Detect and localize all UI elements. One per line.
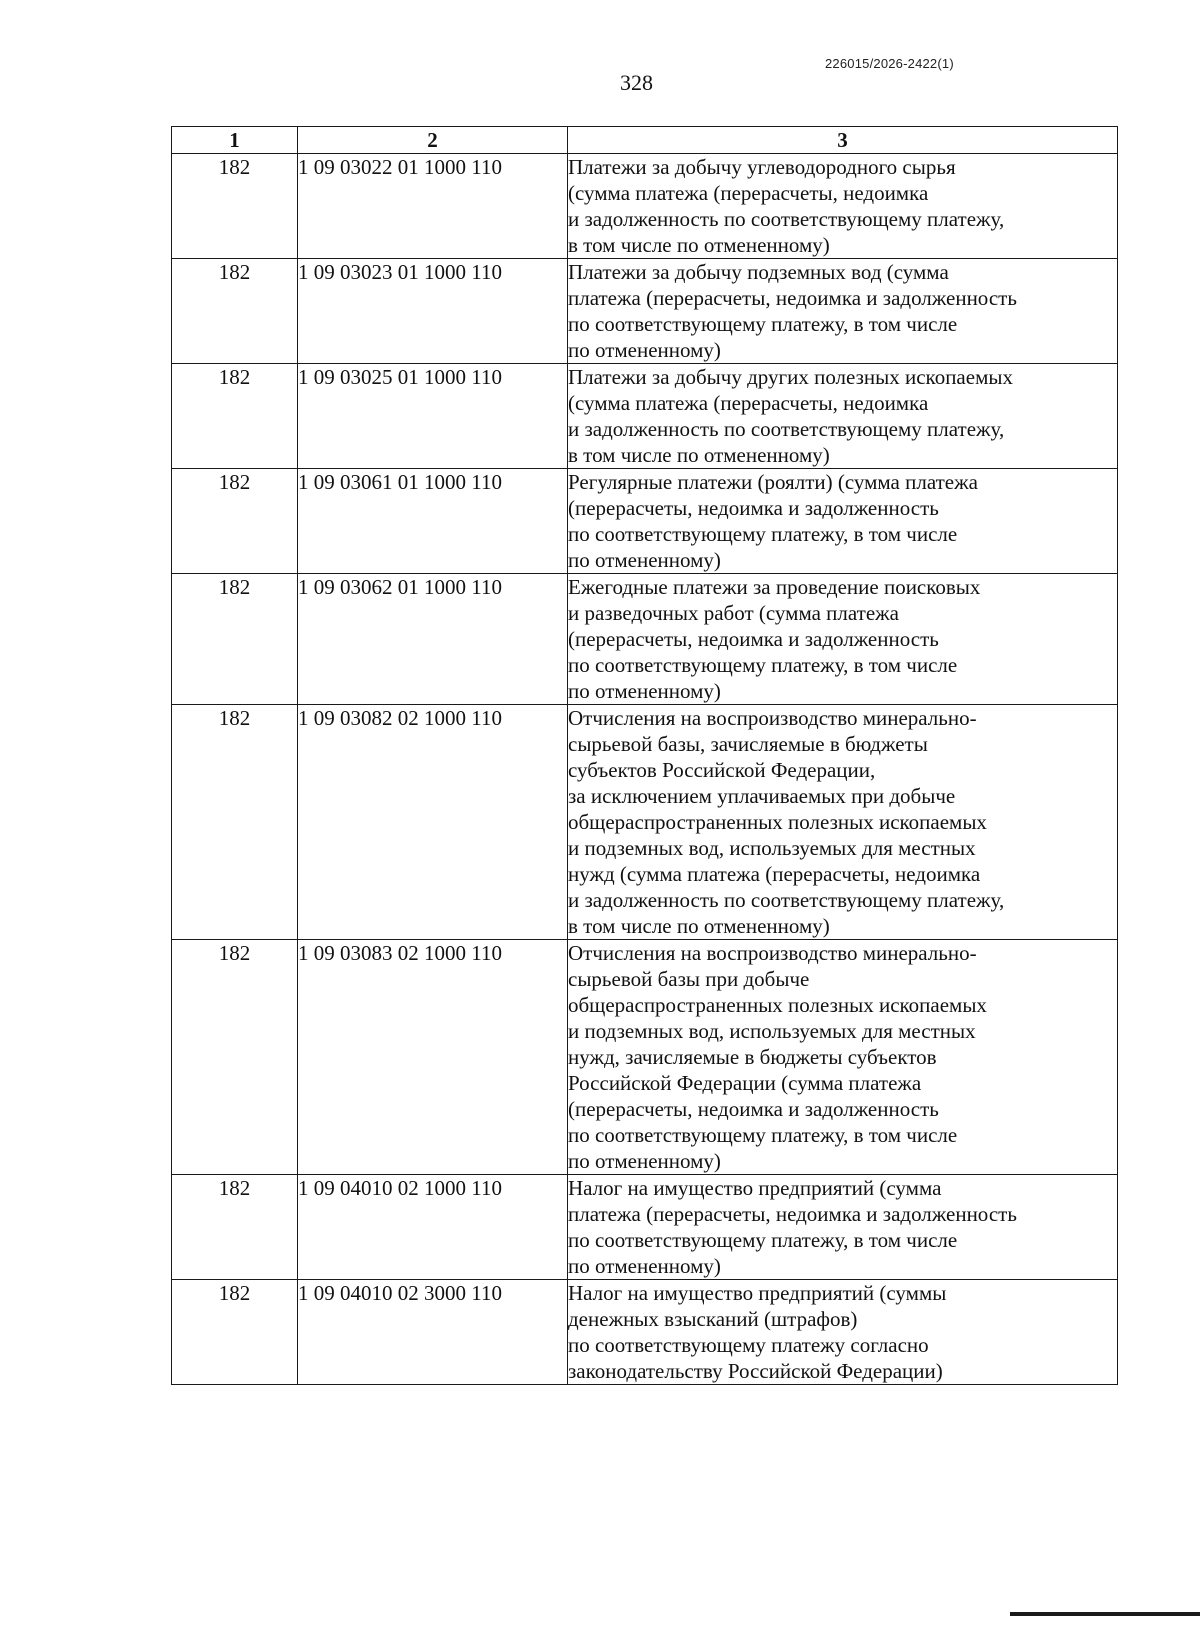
description-line: в том числе по отмененному) bbox=[568, 233, 830, 257]
description-line: (перерасчеты, недоимка и задолженность bbox=[568, 627, 939, 651]
table-row bbox=[172, 705, 1118, 940]
column-header-3: 3 bbox=[568, 127, 1118, 154]
budget-classification-table bbox=[171, 126, 1118, 1385]
description-line: платежа (перерасчеты, недоимка и задолженность bbox=[568, 286, 1017, 310]
description-line: Налог на имущество предприятий (суммы bbox=[568, 1281, 947, 1305]
description-line: Регулярные платежи (роялти) (сумма платежа bbox=[568, 470, 978, 494]
table-row bbox=[172, 259, 1118, 364]
description-cell bbox=[568, 1280, 1118, 1385]
kbk-code-cell: 1 09 03022 01 1000 110 bbox=[298, 154, 568, 259]
description-cell bbox=[568, 574, 1118, 705]
admin-code-cell: 182 bbox=[172, 940, 298, 1175]
description-cell bbox=[568, 1175, 1118, 1280]
kbk-code-cell: 1 09 03025 01 1000 110 bbox=[298, 364, 568, 469]
description-cell bbox=[568, 940, 1118, 1175]
description-line: (сумма платежа (перерасчеты, недоимка bbox=[568, 391, 929, 415]
description-line: платежа (перерасчеты, недоимка и задолженность bbox=[568, 1202, 1017, 1226]
description-line: (сумма платежа (перерасчеты, недоимка bbox=[568, 181, 929, 205]
description-line: в том числе по отмененному) bbox=[568, 914, 830, 938]
kbk-code-cell: 1 09 03061 01 1000 110 bbox=[298, 469, 568, 574]
description-line: и задолженность по соответствующему платежу, bbox=[568, 417, 1005, 441]
description-line: и подземных вод, используемых для местных bbox=[568, 836, 976, 860]
description-line: по отмененному) bbox=[568, 679, 721, 703]
admin-code-cell: 182 bbox=[172, 469, 298, 574]
table-row bbox=[172, 1280, 1118, 1385]
description-cell bbox=[568, 259, 1118, 364]
table-row bbox=[172, 364, 1118, 469]
column-header-2: 2 bbox=[298, 127, 568, 154]
description-line: и разведочных работ (сумма платежа bbox=[568, 601, 899, 625]
description-line: (перерасчеты, недоимка и задолженность bbox=[568, 496, 939, 520]
table-row bbox=[172, 154, 1118, 259]
table-row bbox=[172, 940, 1118, 1175]
description-line: Платежи за добычу других полезных ископаемых bbox=[568, 365, 1013, 389]
admin-code-cell: 182 bbox=[172, 705, 298, 940]
description-line: Налог на имущество предприятий (сумма bbox=[568, 1176, 942, 1200]
description-line: нужд, зачисляемые в бюджеты субъектов bbox=[568, 1045, 937, 1069]
page-number: 328 bbox=[620, 70, 653, 95]
admin-code-cell: 182 bbox=[172, 1280, 298, 1385]
admin-code-cell: 182 bbox=[172, 574, 298, 705]
kbk-code-cell: 1 09 03023 01 1000 110 bbox=[298, 259, 568, 364]
description-line: по отмененному) bbox=[568, 1254, 721, 1278]
admin-code-cell: 182 bbox=[172, 1175, 298, 1280]
description-line: и задолженность по соответствующему платежу, bbox=[568, 207, 1005, 231]
description-cell bbox=[568, 705, 1118, 940]
table-row bbox=[172, 574, 1118, 705]
description-line: Платежи за добычу подземных вод (сумма bbox=[568, 260, 949, 284]
admin-code-cell: 182 bbox=[172, 364, 298, 469]
description-line: (перерасчеты, недоимка и задолженность bbox=[568, 1097, 939, 1121]
column-header-1: 1 bbox=[172, 127, 298, 154]
kbk-code-cell: 1 09 03083 02 1000 110 bbox=[298, 940, 568, 1175]
description-line: за исключением уплачиваемых при добыче bbox=[568, 784, 956, 808]
description-line: Отчисления на воспроизводство минерально- bbox=[568, 706, 977, 730]
description-line: по отмененному) bbox=[568, 548, 721, 572]
description-line: денежных взысканий (штрафов) bbox=[568, 1307, 858, 1331]
kbk-code-cell: 1 09 03082 02 1000 110 bbox=[298, 705, 568, 940]
table-header-row bbox=[172, 127, 1118, 154]
description-cell bbox=[568, 154, 1118, 259]
admin-code-cell: 182 bbox=[172, 259, 298, 364]
description-line: Платежи за добычу углеводородного сырья bbox=[568, 155, 956, 179]
description-line: по соответствующему платежу, в том числе bbox=[568, 1228, 958, 1252]
table-row bbox=[172, 1175, 1118, 1280]
description-line: и задолженность по соответствующему платежу, bbox=[568, 888, 1005, 912]
description-line: и подземных вод, используемых для местных bbox=[568, 1019, 976, 1043]
description-line: нужд (сумма платежа (перерасчеты, недоимка bbox=[568, 862, 981, 886]
table-body bbox=[172, 154, 1118, 1385]
description-line: законодательству Российской Федерации) bbox=[568, 1359, 943, 1383]
description-line: Российской Федерации (сумма платежа bbox=[568, 1071, 922, 1095]
description-line: общераспространенных полезных ископаемых bbox=[568, 810, 987, 834]
description-cell bbox=[568, 469, 1118, 574]
description-line: по соответствующему платежу согласно bbox=[568, 1333, 929, 1357]
page-bottom-rule bbox=[1010, 1612, 1200, 1616]
description-line: сырьевой базы при добыче bbox=[568, 967, 810, 991]
description-line: сырьевой базы, зачисляемые в бюджеты bbox=[568, 732, 928, 756]
description-line: по соответствующему платежу, в том числе bbox=[568, 312, 958, 336]
kbk-code-cell: 1 09 04010 02 3000 110 bbox=[298, 1280, 568, 1385]
description-line: по соответствующему платежу, в том числе bbox=[568, 522, 958, 546]
description-line: по отмененному) bbox=[568, 338, 721, 362]
description-line: по соответствующему платежу, в том числе bbox=[568, 653, 958, 677]
description-line: субъектов Российской Федерации, bbox=[568, 758, 876, 782]
table-row bbox=[172, 469, 1118, 574]
description-line: Отчисления на воспроизводство минерально- bbox=[568, 941, 977, 965]
description-cell bbox=[568, 364, 1118, 469]
kbk-code-cell: 1 09 04010 02 1000 110 bbox=[298, 1175, 568, 1280]
admin-code-cell: 182 bbox=[172, 154, 298, 259]
document-registration-code: 226015/2026-2422(1) bbox=[825, 56, 954, 71]
description-line: по соответствующему платежу, в том числе bbox=[568, 1123, 958, 1147]
description-line: общераспространенных полезных ископаемых bbox=[568, 993, 987, 1017]
description-line: Ежегодные платежи за проведение поисковых bbox=[568, 575, 981, 599]
kbk-code-cell: 1 09 03062 01 1000 110 bbox=[298, 574, 568, 705]
description-line: по отмененному) bbox=[568, 1149, 721, 1173]
description-line: в том числе по отмененному) bbox=[568, 443, 830, 467]
